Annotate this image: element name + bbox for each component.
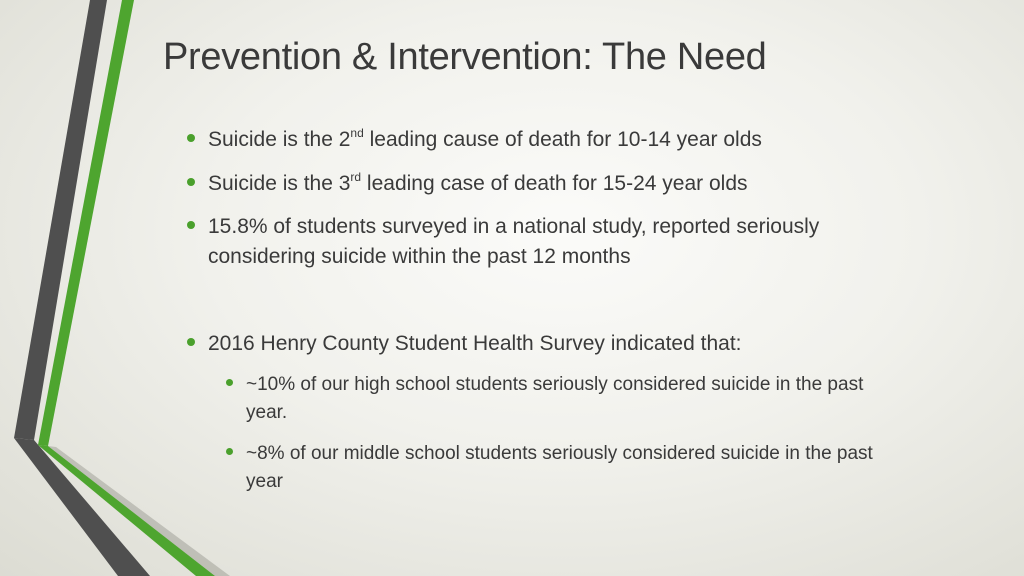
- bullet-henry-county-survey: 2016 Henry County Student Health Survey indicated that:: [208, 329, 908, 359]
- slide-title: Prevention & Intervention: The Need: [163, 36, 767, 78]
- bullet-national-study: 15.8% of students surveyed in a national study, reported seriously considering suicide within the past 12 months: [208, 212, 908, 272]
- bullet-third-leading-cause: Suicide is the 3rd leading case of death for 15-24 year olds: [208, 169, 908, 199]
- bullet-second-leading-cause: Suicide is the 2nd leading cause of death for 10-14 year olds: [208, 125, 908, 155]
- sub-bullet-middle-school: ~8% of our middle school students seriously considered suicide in the past year: [246, 440, 886, 496]
- sub-bullet-high-school: ~10% of our high school students seriously considered suicide in the past year.: [246, 371, 876, 427]
- decorative-stripes: [0, 0, 260, 576]
